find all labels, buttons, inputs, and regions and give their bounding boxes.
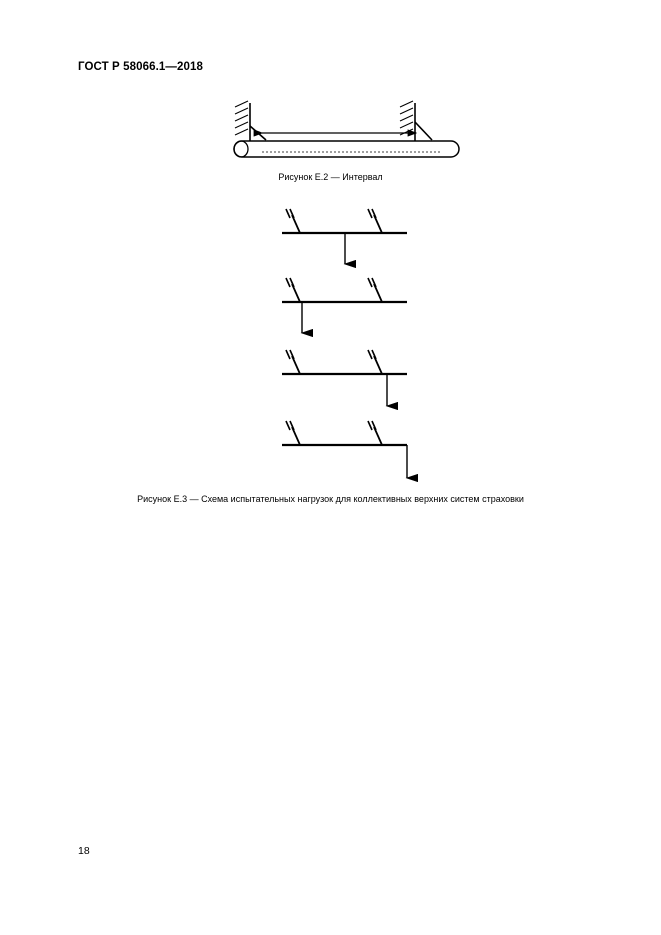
load-scheme-1 bbox=[282, 209, 407, 264]
anchor-left bbox=[286, 278, 300, 302]
anchor-left bbox=[286, 209, 300, 233]
anchor-right bbox=[368, 350, 382, 374]
right-wall-support bbox=[400, 101, 432, 141]
figure-e3-caption: Рисунок Е.3 — Схема испытательных нагрузок для коллективных верхних систем страховки bbox=[137, 494, 524, 504]
left-wall-support bbox=[235, 101, 266, 141]
document-header: ГОСТ Р 58066.1—2018 bbox=[78, 61, 203, 73]
page-number: 18 bbox=[78, 845, 90, 857]
load-scheme-4 bbox=[282, 421, 407, 478]
load-scheme-3 bbox=[282, 350, 407, 406]
anchor-left bbox=[286, 421, 300, 445]
load-scheme-2 bbox=[282, 278, 407, 333]
anchor-right bbox=[368, 421, 382, 445]
anchor-left bbox=[286, 350, 300, 374]
anchor-right bbox=[368, 209, 382, 233]
figure-e2-caption: Рисунок Е.2 — Интервал bbox=[278, 172, 383, 182]
anchor-right bbox=[368, 278, 382, 302]
cable-tube bbox=[234, 141, 459, 157]
